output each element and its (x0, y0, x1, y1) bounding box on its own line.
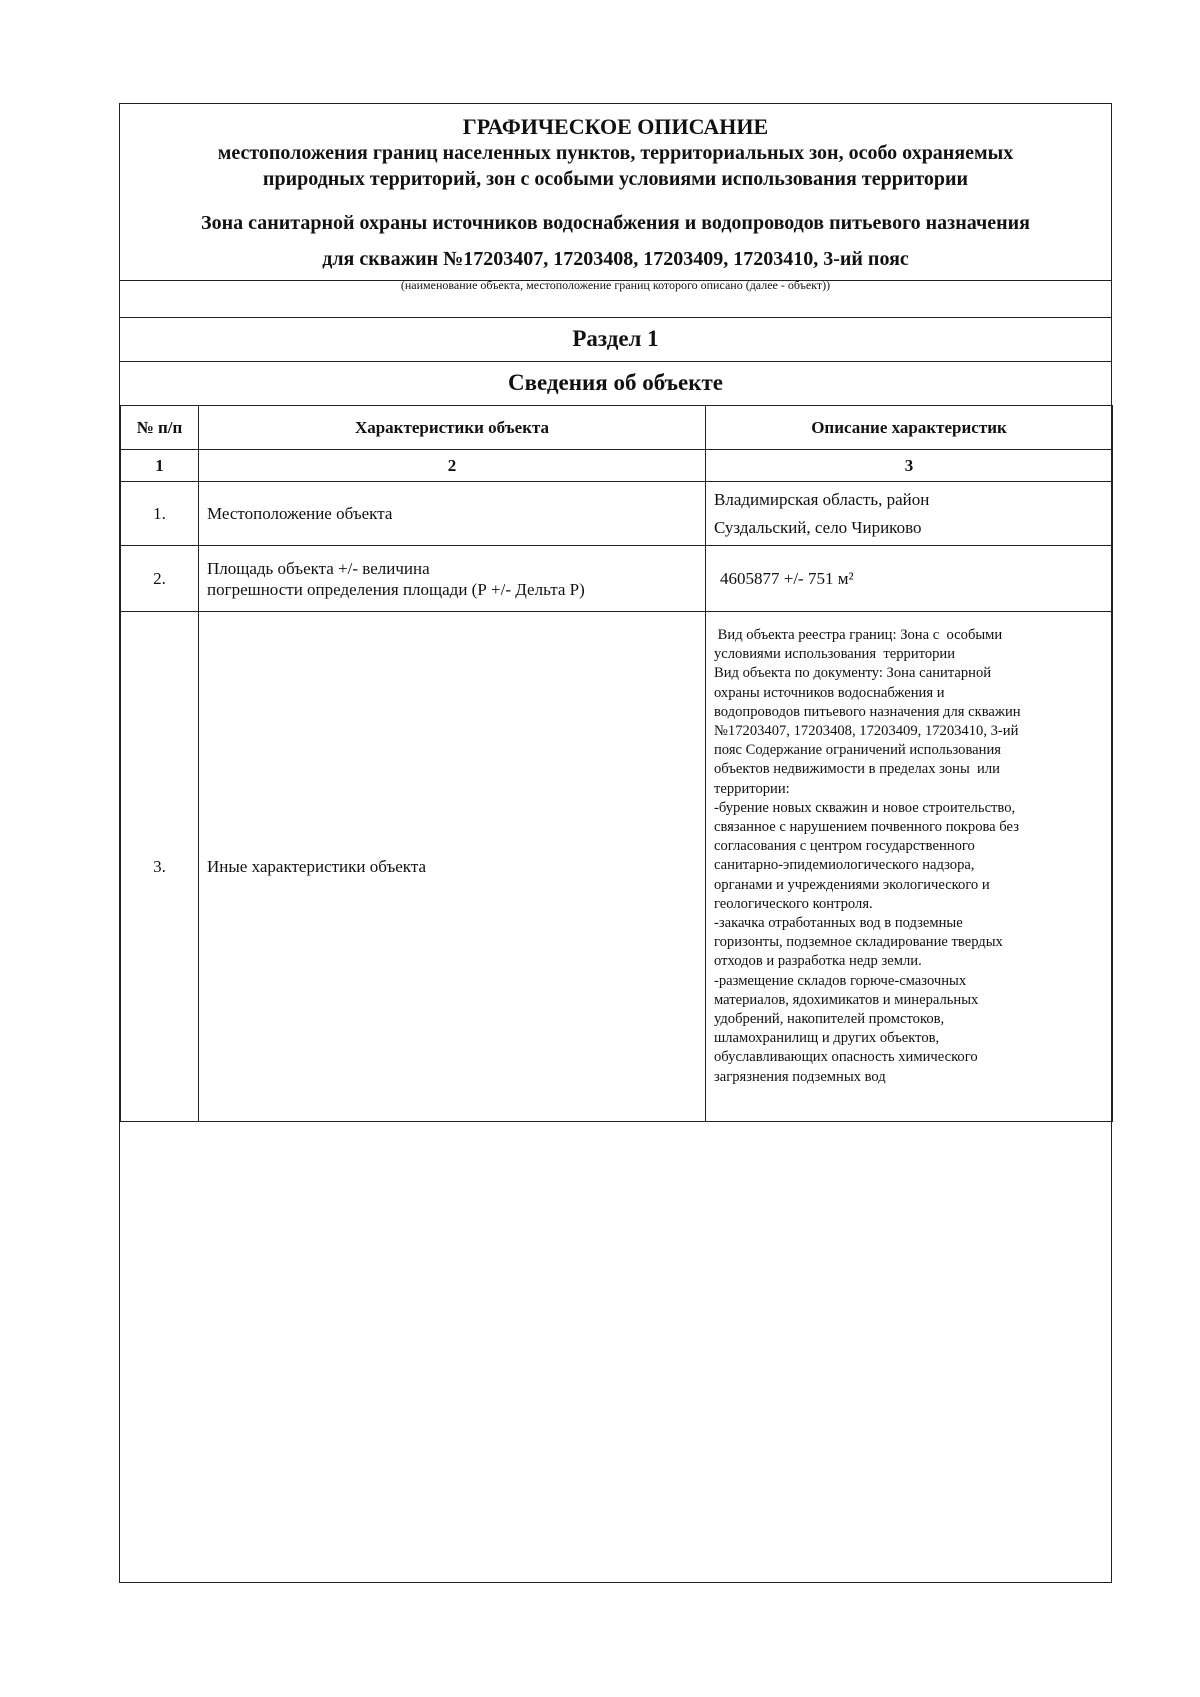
description-line: связанное с нарушением почвенного покрова без (714, 819, 1019, 836)
description-line: -бурение новых скважин и новое строительство, (714, 799, 1016, 816)
description-line: геологического контроля. (714, 895, 873, 912)
characteristic-line: Площадь объекта +/- величина (207, 558, 430, 578)
row-description (706, 482, 1113, 546)
row-description: 4605877 +/- 751 м² (706, 546, 1113, 612)
column-header: № п/п (121, 406, 199, 450)
object-caption: (наименование объекта, местоположение границ которого описано (далее - объект)) (400, 278, 831, 292)
description-text (706, 612, 1112, 1091)
description-line: №17203407, 17203408, 17203409, 17203410, 3-ий (714, 723, 1019, 740)
object-info-table (120, 405, 1113, 1122)
description-line: Владимирская область, район (714, 489, 930, 509)
divider (120, 361, 1111, 362)
description-line: органами и учреждениями экологического и (714, 876, 990, 893)
row-number: 3. (121, 612, 199, 1122)
column-number: 1 (121, 450, 199, 482)
description-line: объектов недвижимости в пределах зоны или (714, 761, 1000, 778)
divider (120, 317, 1111, 318)
row-characteristic (199, 546, 706, 612)
description-line: Вид объекта реестра границ: Зона с особыми (714, 627, 1003, 643)
column-header: Описание характеристик (706, 406, 1113, 450)
description-line: пояс Содержание ограничений использования (714, 742, 1001, 759)
row-description (706, 612, 1113, 1122)
zone-name-line1: Зона санитарной охраны источников водоснабжения и водопроводов питьевого назначения (201, 212, 1030, 234)
row-characteristic: Местоположение объекта (199, 482, 706, 546)
description-line: условиями использования территории (714, 646, 956, 663)
description-line: -размещение складов горюче-смазочных (714, 972, 967, 989)
row-number: 2. (121, 546, 199, 612)
column-number-row (121, 450, 1113, 482)
characteristic-line: погрешности определения площади (Р +/- Дельта Р) (207, 579, 585, 599)
zone-name-line2: для скважин №17203407, 17203408, 17203409, 17203410, 3-ий пояс (322, 248, 909, 270)
row-number: 1. (121, 482, 199, 546)
table-row (121, 612, 1113, 1122)
description-line: горизонты, подземное складирование твердых (714, 934, 1003, 951)
table-header-row (121, 406, 1113, 450)
description-line: удобрений, накопителей промстоков, (714, 1011, 945, 1028)
section-title: Раздел 1 (572, 326, 659, 351)
column-number: 2 (199, 450, 706, 482)
description-line: шламохранилищ и других объектов, (714, 1030, 940, 1047)
description-line: территории: (714, 780, 790, 797)
description-line: Суздальский, село Чириково (714, 517, 922, 537)
description-line: отходов и разработка недр земли. (714, 953, 922, 970)
description-line: материалов, ядохимикатов и минеральных (714, 991, 979, 1008)
description-line: охраны источников водоснабжения и (714, 684, 945, 701)
section-subtitle: Сведения об объекте (507, 370, 724, 395)
column-number: 3 (706, 450, 1113, 482)
description-line: водопроводов питьевого назначения для скважин (714, 703, 1021, 720)
description-line: обуславливающих опасность химического (714, 1049, 978, 1066)
document-title: ГРАФИЧЕСКОЕ ОПИСАНИЕ (462, 114, 769, 139)
description-line: -закачка отработанных вод в подземные (714, 915, 963, 932)
table-row (121, 482, 1113, 546)
description-line: санитарно-эпидемиологического надзора, (714, 857, 975, 874)
column-header: Характеристики объекта (199, 406, 706, 450)
document-frame (119, 103, 1112, 1583)
description-line: Вид объекта по документу: Зона санитарной (714, 665, 992, 682)
description-line: согласования с центром государственного (714, 838, 975, 855)
document-subtitle-line1: местоположения границ населенных пунктов, территориальных зон, особо охраняемых (217, 142, 1014, 164)
table-row (121, 546, 1113, 612)
document-subtitle-line2: природных территорий, зон с особыми условиями использования территории (262, 168, 969, 190)
description-line: загрязнения подземных вод (714, 1068, 886, 1085)
row-characteristic: Иные характеристики объекта (199, 612, 706, 1122)
